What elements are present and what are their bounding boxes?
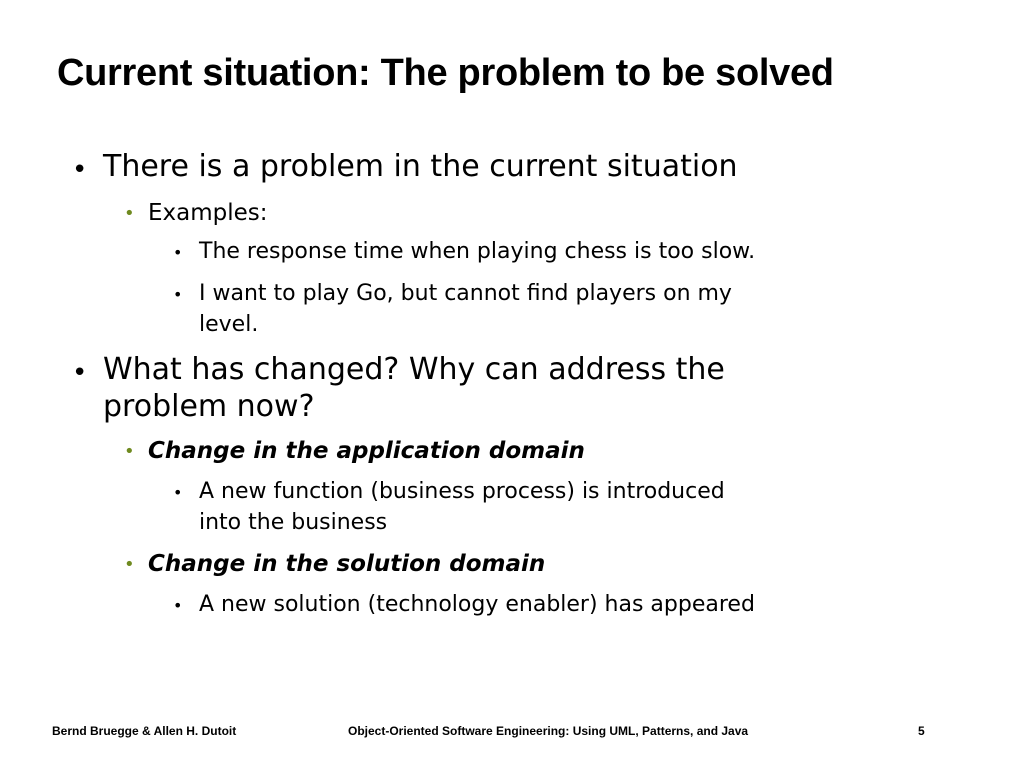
bullet-text: There is a problem in the current situation (103, 149, 738, 184)
bullet-text: A new solution (technology enabler) has appeared (199, 592, 755, 617)
bullet-text: Examples: (148, 200, 268, 226)
bullet-icon: • (173, 483, 183, 502)
bullet-icon: • (173, 243, 183, 262)
bullet-text-line-1: I want to play Go, but cannot find players on my (199, 281, 732, 306)
bullet-text-line-1: A new function (business process) is introduced (199, 479, 725, 504)
footer-book-title: Object-Oriented Software Engineering: Using UML, Patterns, and Java (348, 724, 749, 738)
bullet-text: Change in the solution domain (148, 551, 546, 577)
bullet-icon: • (124, 554, 135, 575)
bullet-text-line-2: into the business (199, 510, 388, 535)
page-number: 5 (918, 724, 925, 738)
bullet-text-line-1: What has changed? Why can address the (103, 352, 725, 387)
bullet-icon: • (72, 155, 88, 185)
bullet-text: The response time when playing chess is too slow. (199, 239, 756, 264)
bullet-icon: • (173, 596, 183, 615)
bullet-text-line-2: level. (199, 312, 259, 337)
bullet-icon: • (72, 358, 88, 388)
bullet-icon: • (124, 203, 135, 224)
slide-title: Current situation: The problem to be solved (57, 52, 834, 94)
bullet-text: Change in the application domain (148, 438, 585, 464)
footer-authors: Bernd Bruegge & Allen H. Dutoit (52, 724, 237, 738)
bullet-icon: • (124, 441, 135, 462)
bullet-text-line-2: problem now? (103, 389, 315, 424)
bullet-icon: • (173, 285, 183, 304)
